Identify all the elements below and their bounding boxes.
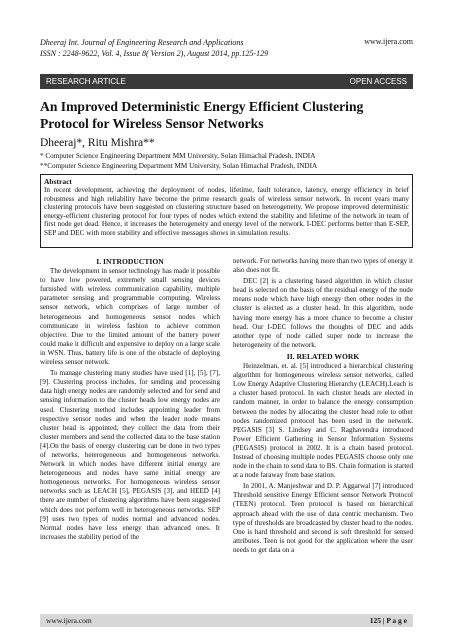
article-type-banner — [40, 74, 413, 89]
page-footer — [40, 614, 413, 627]
body-paragraph: Heinzelman, et. al. [5] introduced a hierarchical clustering algorithm for homogeneous wireless sensor networks, called Low Energy Adaptive Clustering Hierarchy (LEACH).Leach is a cluster based protocol. In each cluster heads are elected in random manner, in order to balance the energy consumption between the nodes by allocating the cluster head role to other nodes randomized protocol has been used in the network. PEGASIS [3] S. Lindsey and C. Raghavendra introduced Power Efficient Gathering in Sensor Information Systems (PEGASIS) protocol in 2002. It is a chain based protocol. Instead of choosing multiple nodes PEGASIS choose only one node in the chain to send data to BS. Chain formation is started at a node faraway from base station. — [233, 362, 413, 480]
paper-title: An Improved Deterministic Energy Efficient Clustering Protocol for Wireless Sensor Networks — [40, 99, 364, 131]
journal-issn: ISSN : 2248-9622, Vol. 4, Issue 8( Version 2), August 2014, pp.125-129 — [40, 49, 269, 58]
section-heading-introduction: I. INTRODUCTION — [96, 257, 164, 266]
open-access-label: OPEN ACCESS — [349, 77, 407, 86]
page-number: 125 | P a g e — [369, 616, 407, 625]
affiliations — [40, 152, 317, 171]
paper-authors: Dheeraj*, Ritu Mishra** — [40, 137, 155, 149]
affiliation-2: **Computer Science Engineering Department MM University, Solan Himachal Pradesh, INDIA — [40, 161, 318, 170]
body-paragraph: The development in sensor technology has made it possible to have low powered, extremely small sensing devices furnished with wireless communication capability, multiple parameter sensing and programmable computing. Wireless sensor network, which comprises of large number of heterogeneous and homogeneous sensor nodes which communicate in wireless fashion to achieve common objective. Due to the limited amount of the battery power could make it difficult and expensive to deploy on a large scale in WSN. Thus, battery life is one of the obstacle of deploying wireless sensor network. — [40, 267, 220, 367]
article-type-label: RESEARCH ARTICLE — [46, 77, 126, 86]
affiliation-1: * Computer Science Engineering Department MM University, Solan Himachal Pradesh, INDIA — [40, 152, 316, 160]
journal-header — [40, 37, 268, 59]
abstract-text: In recent development, achieving the deployment of nodes, lifetime, fault tolerance, latency, energy efficiency in brief robustness and high reliability have become the prime research goals of wireless sensor network. In recent years many clustering protocols have been suggested on clustering structure based on heterogeneity. We propose improved deterministic energy-efficient clustering protocol for four types of nodes which extend the stability and lifetime of the network in team of first node get dead. Hence, it increases the heterogeneity and energy level of the network. I-DEC performs better than E-SEP, SEP and DEC with more stability and effective messages shows in simulation results. — [44, 186, 409, 237]
body-paragraph: network. For networks having more than two types of energy it also does not fit. — [233, 257, 413, 275]
body-paragraph: In 2001, A. Manjeshwar and D. P. Aggarwal [7] introduced Threshold sensitive Energy Efficient sensor Network Protocol (TEEN) protocol. Teen protocol is based on hierarchical approach ahead with the use of data centric mechanism. Two type of thresholds are broadcasted by cluster head to the nodes. One is hard threshold and second is soft threshold for sensed attributes. Teen is not good for the application where the user needs to get data on a — [233, 482, 413, 554]
abstract-heading: Abstract — [44, 177, 72, 186]
journal-url[interactable]: www.ijera.com — [364, 37, 413, 46]
left-column — [40, 257, 220, 544]
section-heading-related-work: II. RELATED WORK — [286, 351, 360, 361]
right-column — [233, 257, 413, 557]
journal-citation: Dheeraj Int. Journal of Engineering Research and Applications — [40, 38, 244, 47]
body-paragraph: DEC [2] is a clustering based algorithm in which cluster head is selected on the basis of the residual energy of the node means node which have high energy then other nodes in the cluster is elected as a cluster head. In this algorithm, node having more energy has a more chance to become a cluster head. Our I-DEC follows the thoughts of DEC and adds another type of node called super node to increase the heterogeneity of the network. — [233, 277, 413, 349]
footer-url[interactable]: www.ijera.com — [46, 616, 92, 625]
body-paragraph: To manage clustering many studies have used [1], [5], [7], [9]. Clustering process includes, for sending and processing data high energy nodes are randomly selected and for send and sensing information to the cluster heads low energy nodes are used. Clustering method includes appointing leader from respective sensor nodes and when the leader node means cluster head is appointed, they collect the data from their cluster members and send the collected data to the base station [4].On the basis of energy clustering can be done in two types of networks, heterogeneous and homogeneous networks. Network in which nodes have different initial energy are heterogeneous and nodes have same initial energy are homogeneous networks. For homogeneous wireless sensor networks such as LEACH [5], PEGASIS [3], and HEED [4] there are number of clustering algorithms have been suggested which does not perform well in heterogeneous networks. SEP [9] uses two types of nodes normal and advanced nodes. Normal nodes have less energy than advanced ones. It increases the stability period of the — [40, 369, 220, 541]
abstract-box — [40, 174, 413, 248]
